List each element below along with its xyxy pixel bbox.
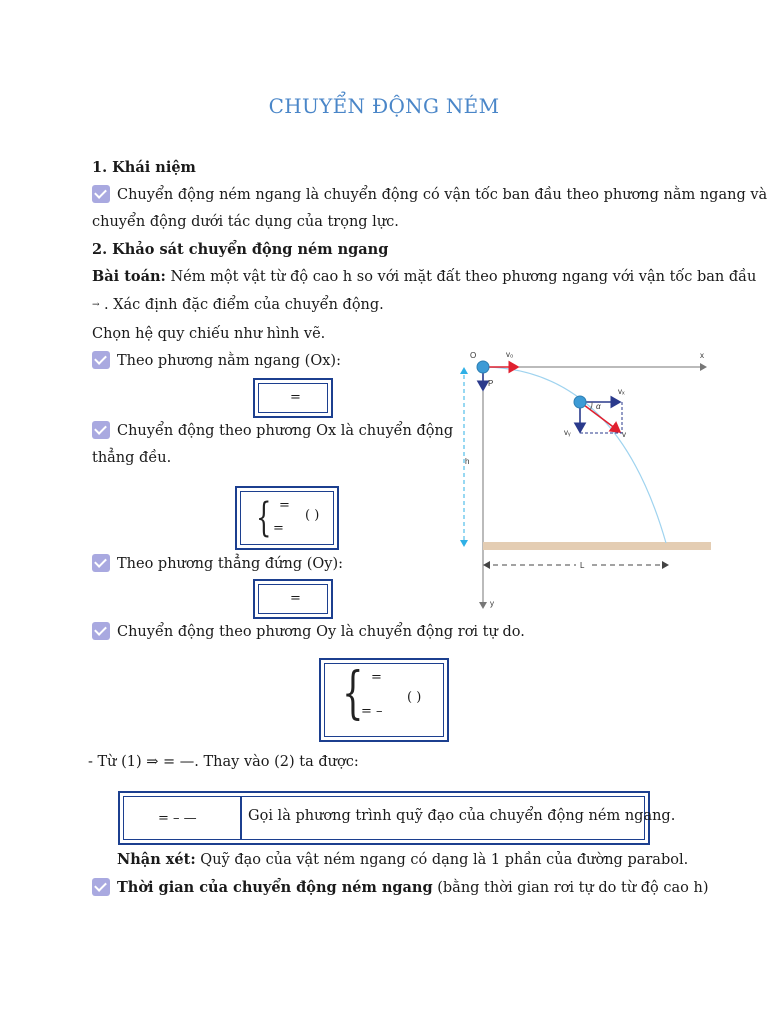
checkbox-icon <box>92 185 110 203</box>
ball-moving <box>574 396 586 408</box>
alpha-label: α <box>596 402 601 411</box>
time-label: Thời gian của chuyển động ném ngang <box>117 879 433 896</box>
problem-line2 <box>92 295 384 315</box>
brace-icon: { <box>342 661 364 726</box>
trajectory-curve <box>483 367 666 543</box>
x-axis-label: x <box>700 351 704 360</box>
vy-label: vᵧ <box>564 428 571 437</box>
problem-text2: . Xác định đặc điểm của chuyển động. <box>104 297 384 313</box>
origin-label: O <box>470 351 477 360</box>
oy-formula: = <box>290 591 301 606</box>
ox-system-number: ( ) <box>305 508 320 523</box>
height-label: h <box>465 457 470 466</box>
oy-system-eq1: = <box>371 670 382 685</box>
time-line <box>117 878 709 898</box>
range-label: L <box>580 561 585 570</box>
page-title: CHUYỂN ĐỘNG NÉM <box>268 94 500 118</box>
checkbox-icon <box>92 554 110 572</box>
table-divider <box>240 796 242 840</box>
ox-system-box <box>235 486 339 550</box>
checkbox-icon <box>92 351 110 369</box>
vx-label: vₓ <box>618 387 625 396</box>
derive-text: - Từ (1) ⇒ = —. Thay vào (2) ta được: <box>88 754 359 770</box>
remark <box>117 850 688 870</box>
ox-motion-line2: thẳng đều. <box>92 450 172 466</box>
trajectory-description: Gọi là phương trình quỹ đạo của chuyển động ném ngang. <box>248 808 676 824</box>
v0-label: v₀ <box>506 350 514 359</box>
ground <box>483 542 711 550</box>
oy-text: Theo phương thẳng đứng (Oy): <box>117 556 344 572</box>
trajectory-equation: = – — <box>158 811 197 826</box>
oy-system-number: ( ) <box>407 690 422 705</box>
problem-line1 <box>92 267 756 287</box>
section2-heading: 2. Khảo sát chuyển động ném ngang <box>92 241 389 258</box>
ox-text: Theo phương nằm ngang (Ox): <box>117 353 341 369</box>
remark-label: Nhận xét: <box>117 851 196 868</box>
ox-motion-line1: Chuyển động theo phương Ox là chuyển động <box>117 423 454 439</box>
remark-text: Quỹ đạo của vật ném ngang có dạng là 1 phần của đường parabol. <box>195 852 689 868</box>
projectile-diagram <box>456 340 716 615</box>
ox-formula: = <box>290 390 301 405</box>
definition-line2: chuyển động dưới tác dụng của trọng lực. <box>92 214 399 230</box>
problem-text: Ném một vật từ độ cao h so với mặt đất theo phương ngang với vận tốc ban đầu <box>165 269 757 285</box>
checkbox-icon <box>92 878 110 896</box>
definition-line1: Chuyển động ném ngang là chuyển động có vận tốc ban đầu theo phương nằm ngang và <box>117 187 768 203</box>
ox-system-eq2: = <box>273 521 284 536</box>
problem-label: Bài toán: <box>92 268 166 285</box>
oy-motion: Chuyển động theo phương Oy là chuyển động rơi tự do. <box>117 624 525 640</box>
ox-system-eq1: = <box>279 498 290 513</box>
time-text: (bằng thời gian rơi tự do từ độ cao h) <box>432 880 709 896</box>
oy-system-box <box>319 658 449 742</box>
trajectory-table <box>118 791 676 845</box>
vector-arrow-icon: → <box>92 300 100 310</box>
oy-formula-box <box>253 579 333 619</box>
y-axis-label: y <box>490 599 494 608</box>
section1-heading: 1. Khái niệm <box>92 159 196 176</box>
brace-icon: { <box>256 495 272 541</box>
v-label: v <box>622 430 626 439</box>
ball-initial <box>477 361 489 373</box>
ox-formula-box <box>253 378 333 418</box>
checkbox-icon <box>92 622 110 640</box>
weight-label: P <box>488 379 494 388</box>
oy-system-eq2: = – <box>361 704 383 719</box>
frame-text: Chọn hệ quy chiếu như hình vẽ. <box>92 326 326 342</box>
checkbox-icon <box>92 421 110 439</box>
